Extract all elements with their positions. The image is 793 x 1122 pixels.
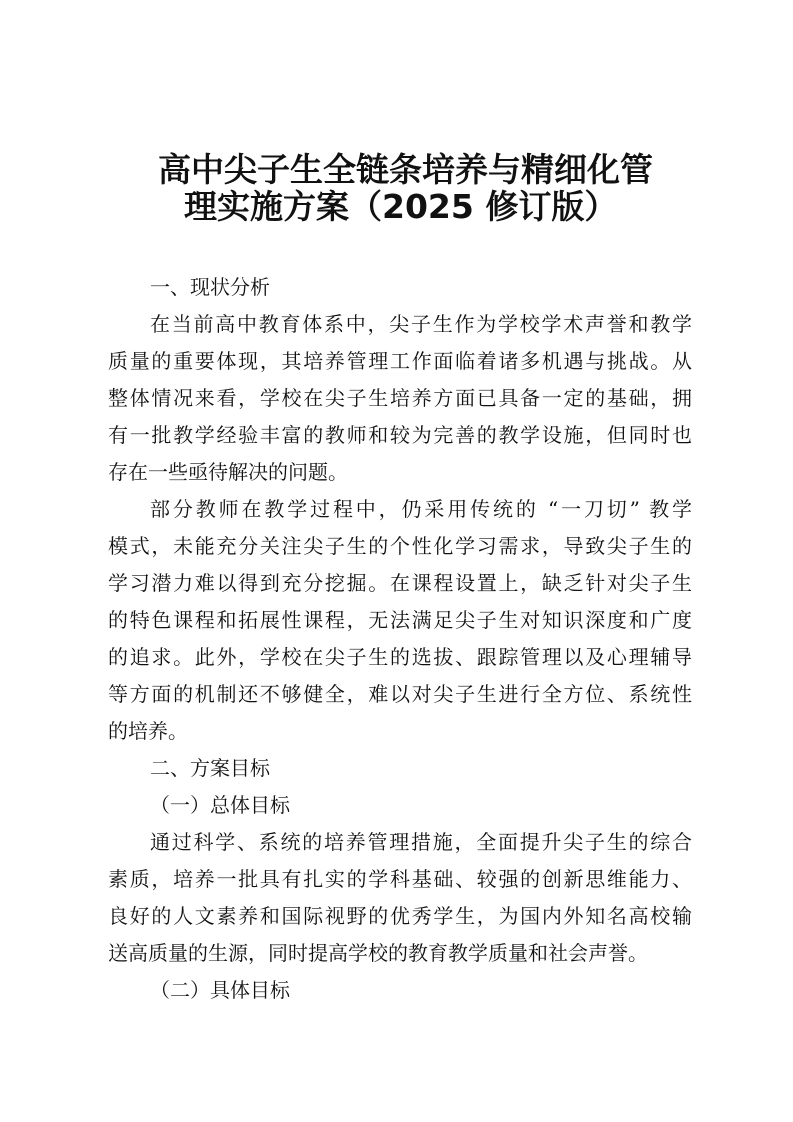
paragraph-line: 整体情况来看，学校在尖子生培养方面已具备一定的基础，拥 (108, 386, 692, 410)
paragraph-line: 有一批教学经验丰富的教师和较为完善的教学设施，但同时也 (108, 423, 692, 447)
subheading-specific-goals: （二）具体目标 (150, 978, 290, 1002)
document-body (108, 269, 692, 1009)
paragraph-line: 质量的重要体现，其培养管理工作面临着诸多机遇与挑战。从 (108, 349, 692, 373)
document-title-line-2: 理实施方案（2025 修订版） (184, 187, 618, 226)
paragraph-line: 的培养。 (108, 719, 188, 743)
paragraph-line: 在当前高中教育体系中，尖子生作为学校学术声誉和教学 (150, 312, 692, 336)
paragraph-line: 的特色课程和拓展性课程，无法满足尖子生对知识深度和广度 (108, 608, 692, 632)
paragraph-line: 存在一些亟待解决的问题。 (108, 460, 348, 484)
paragraph-line: 等方面的机制还不够健全，难以对尖子生进行全方位、系统性 (108, 682, 692, 706)
paragraph-line: 的追求。此外，学校在尖子生的选拔、跟踪管理以及心理辅导 (108, 645, 692, 669)
paragraph-line: 良好的人文素养和国际视野的优秀学生，为国内外知名高校输 (108, 904, 692, 928)
paragraph-line: 模式，未能充分关注尖子生的个性化学习需求，导致尖子生的 (108, 534, 692, 558)
paragraph-line: 部分教师在教学过程中，仍采用传统的 “一刀切” 教学 (150, 497, 692, 521)
section-heading-goals: 二、方案目标 (150, 756, 270, 780)
section-heading-status-analysis: 一、现状分析 (150, 275, 270, 299)
subheading-overall-goal: （一）总体目标 (150, 793, 290, 817)
paragraph-line: 学习潜力难以得到充分挖掘。在课程设置上，缺乏针对尖子生 (108, 571, 692, 595)
paragraph-line: 送高质量的生源，同时提高学校的教育教学质量和社会声誉。 (108, 941, 648, 965)
paragraph-3 (108, 824, 692, 972)
paragraph-line: 素质，培养一批具有扎实的学科基础、较强的创新思维能力、 (108, 867, 692, 891)
paragraph-1 (108, 306, 692, 491)
paragraph-line: 通过科学、系统的培养管理措施，全面提升尖子生的综合 (150, 830, 692, 854)
document-title-line-1: 高中尖子生全链条培养与精细化管 (158, 150, 653, 189)
paragraph-2 (108, 491, 692, 750)
